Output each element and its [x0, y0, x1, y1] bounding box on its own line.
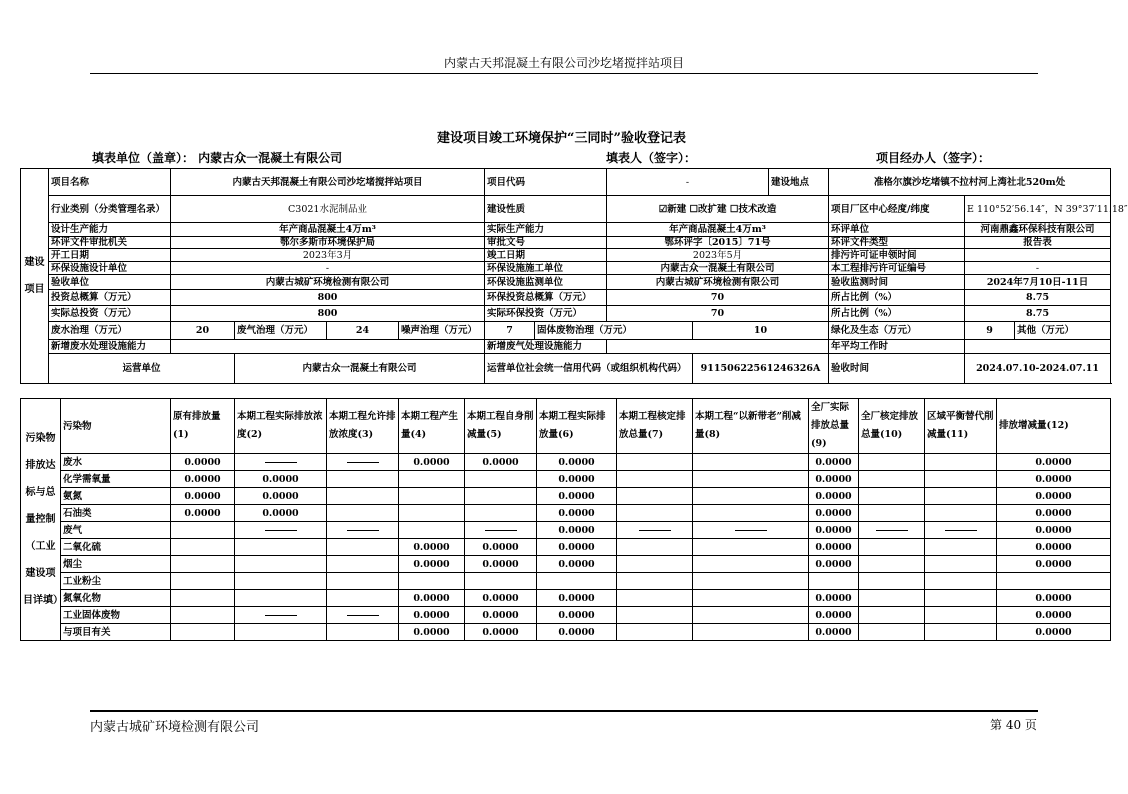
- eia-type: 报告表: [965, 237, 1111, 249]
- footer-rule: [90, 710, 1038, 712]
- pollutant-value: [537, 573, 617, 590]
- ratio2: 8.75: [965, 306, 1111, 322]
- pollutant-value: [327, 590, 399, 607]
- pollutant-value: [925, 624, 997, 641]
- page-number: 第 40 页: [990, 718, 1037, 732]
- monitor-unit-label: 环保设施监测单位: [485, 275, 607, 290]
- pollutant-value: 0.0000: [235, 505, 327, 522]
- pollutant-value: [859, 488, 925, 505]
- dash-cell: [617, 522, 693, 539]
- acc-time: 2024.07.10-2024.07.11: [965, 354, 1111, 384]
- pollutant-value: 0.0000: [537, 471, 617, 488]
- pollutant-value: [235, 556, 327, 573]
- pollutant-value: 0.0000: [997, 454, 1111, 471]
- pollutant-value: [859, 590, 925, 607]
- pollutant-value: 0.0000: [537, 454, 617, 471]
- pollutant-value: 0.0000: [399, 539, 465, 556]
- pollutant-row: [21, 488, 1111, 505]
- actual-cap: 年产商品混凝土4万m³: [607, 223, 829, 237]
- pollutant-value: 0.0000: [235, 488, 327, 505]
- pollutant-value: [399, 573, 465, 590]
- pollutant-value: 0.0000: [997, 522, 1111, 539]
- pollutant-value: 0.0000: [171, 454, 235, 471]
- eia-type-label: 环评文件类型: [829, 237, 965, 249]
- permit-no: -: [965, 262, 1111, 275]
- page-header: 内蒙古天邦混凝土有限公司沙圪堵搅拌站项目: [443, 56, 684, 70]
- dash-mark: [265, 615, 297, 616]
- new-gas-value: [607, 340, 829, 354]
- pollutant-value: 0.0000: [997, 471, 1111, 488]
- pollutant-value: [327, 505, 399, 522]
- form-title: 建设项目竣工环境保护“三同时”验收登记表: [437, 131, 686, 146]
- pollutant-row: [21, 471, 1111, 488]
- pollutant-value: 0.0000: [537, 556, 617, 573]
- industry-label: 行业类别（分类管理名录）: [49, 196, 171, 223]
- pollutant-value: [693, 624, 809, 641]
- ratio1: 8.75: [965, 290, 1111, 306]
- permit-time: [965, 249, 1111, 262]
- pollutant-table: [20, 398, 1111, 641]
- pollutant-name: 工业粉尘: [61, 573, 171, 590]
- credit-label: 运营单位社会统一信用代码（或组织机构代码）: [485, 354, 693, 384]
- op-unit: 内蒙古众一混凝土有限公司: [235, 354, 485, 384]
- pollutant-value: 0.0000: [997, 607, 1111, 624]
- pollutant-value: [693, 471, 809, 488]
- filler-label: 填表人（签字）：: [606, 151, 697, 165]
- pollutant-col-header: 区域平衡替代削减量(11): [925, 399, 997, 454]
- pollutant-col-header: 本期工程核定排放总量(7): [617, 399, 693, 454]
- pollutant-value: 0.0000: [809, 607, 859, 624]
- pollutant-value: [693, 454, 809, 471]
- pollutant-value: [617, 488, 693, 505]
- pollutant-value: [617, 454, 693, 471]
- finish-date: 2023年5月: [607, 249, 829, 262]
- pollutant-col-header: 原有排放量(1): [171, 399, 235, 454]
- inv-total: 800: [171, 290, 485, 306]
- pollutant-value: [617, 624, 693, 641]
- approve-org-label: 环评文件审批机关: [49, 237, 171, 249]
- credit-code: 91150622561246326A: [693, 354, 829, 384]
- dash-cell: [235, 522, 327, 539]
- coord-label: 项目厂区中心经度/纬度: [829, 196, 965, 223]
- pollutant-value: 0.0000: [465, 454, 537, 471]
- pollutant-value: 0.0000: [465, 539, 537, 556]
- pollutant-value: [399, 522, 465, 539]
- pollutant-value: 0.0000: [997, 539, 1111, 556]
- pollutant-row: [21, 624, 1111, 641]
- dash-mark: [735, 530, 767, 531]
- pollutant-value: 0.0000: [465, 590, 537, 607]
- pollutant-value: [693, 505, 809, 522]
- approve-org: 鄂尔多斯市环境保护局: [171, 237, 485, 249]
- work-time-value: [965, 340, 1111, 354]
- pollutant-value: 0.0000: [235, 471, 327, 488]
- pollutant-value: [171, 624, 235, 641]
- inv-total-label: 投资总概算（万元）: [49, 290, 171, 306]
- pollutant-value: 0.0000: [171, 505, 235, 522]
- dash-cell: [465, 522, 537, 539]
- actual-env-inv-label: 实际环保投资（万元）: [485, 306, 607, 322]
- pollutant-row: [21, 505, 1111, 522]
- pollutant-value: [327, 573, 399, 590]
- pollutant-row: [21, 556, 1111, 573]
- pollutant-row: [21, 573, 1111, 590]
- pollutant-value: [925, 505, 997, 522]
- actual-cap-label: 实际生产能力: [485, 223, 607, 237]
- pollutant-name: 石油类: [61, 505, 171, 522]
- project-name-label: 项目名称: [49, 169, 171, 196]
- pollutant-value: [693, 488, 809, 505]
- acceptance-unit: 内蒙古城矿环境检测有限公司: [171, 275, 485, 290]
- other-label: 其他（万元）: [1015, 322, 1111, 340]
- pollutant-row: [21, 590, 1111, 607]
- pollutant-row: [21, 522, 1111, 539]
- pollutant-value: [399, 505, 465, 522]
- monitor-time-label: 验收监测时间: [829, 275, 965, 290]
- gas-value: 24: [327, 322, 399, 340]
- location: 准格尔旗沙圪堵镇不拉村河上湾社北520m处: [829, 169, 1111, 196]
- pollutant-value: [235, 624, 327, 641]
- project-name: 内蒙古天邦混凝土有限公司沙圪堵搅拌站项目: [171, 169, 485, 196]
- dash-cell: [693, 522, 809, 539]
- approve-no: 鄂环评字〔2015〕71号: [607, 237, 829, 249]
- pollutant-value: 0.0000: [537, 624, 617, 641]
- new-gas-label: 新增废气处理设施能力: [485, 340, 607, 354]
- pollutant-value: 0.0000: [997, 624, 1111, 641]
- design-cap: 年产商品混凝土4万m³: [171, 223, 485, 237]
- header-rule: [90, 73, 1038, 74]
- dash-cell: [327, 454, 399, 471]
- pollutant-value: [171, 607, 235, 624]
- dash-cell: [235, 607, 327, 624]
- dash-cell: [925, 522, 997, 539]
- pollutant-value: 0.0000: [537, 522, 617, 539]
- pollutant-value: [925, 607, 997, 624]
- industry: C3021水泥制品业: [171, 196, 485, 223]
- pollutant-value: 0.0000: [171, 471, 235, 488]
- dash-cell: [859, 522, 925, 539]
- section-label: 建设项目: [21, 169, 49, 384]
- fill-unit: 填表单位（盖章）： 内蒙古众一混凝土有限公司: [92, 151, 343, 165]
- pollutant-name: 烟尘: [61, 556, 171, 573]
- pollutant-value: 0.0000: [537, 607, 617, 624]
- pollutant-value: 0.0000: [997, 590, 1111, 607]
- pollutant-col-header: 本期工程产生量(4): [399, 399, 465, 454]
- pollutant-value: [693, 556, 809, 573]
- project-code: -: [607, 169, 769, 196]
- project-code-label: 项目代码: [485, 169, 607, 196]
- acceptance-unit-label: 验收单位: [49, 275, 171, 290]
- footer-company: 内蒙古城矿环境检测有限公司: [90, 720, 260, 735]
- manager-label: 项目经办人（签字）：: [876, 151, 991, 165]
- dash-cell: [327, 522, 399, 539]
- pollutant-value: [693, 539, 809, 556]
- pollutant-value: [617, 556, 693, 573]
- dash-mark: [347, 615, 379, 616]
- pollutant-value: 0.0000: [537, 505, 617, 522]
- pollutant-value: [171, 573, 235, 590]
- pollutant-value: [465, 488, 537, 505]
- pollutant-value: [859, 607, 925, 624]
- dash-mark: [347, 530, 379, 531]
- pollutant-value: [925, 590, 997, 607]
- approve-no-label: 审批文号: [485, 237, 607, 249]
- dash-mark: [265, 530, 297, 531]
- dash-mark: [265, 462, 297, 463]
- pollutant-value: [617, 573, 693, 590]
- pollutant-col-header: 本期工程实际排放量(6): [537, 399, 617, 454]
- pollutant-value: [859, 505, 925, 522]
- dash-mark: [876, 530, 908, 531]
- pollutant-value: [171, 590, 235, 607]
- pollutant-col-header: 排放增减量(12): [997, 399, 1111, 454]
- actual-inv: 800: [171, 306, 485, 322]
- location-label: 建设地点: [769, 169, 829, 196]
- water-value: 20: [171, 322, 235, 340]
- pollutant-col-header: 本期工程“以新带老”削减量(8): [693, 399, 809, 454]
- pollutant-value: 0.0000: [465, 624, 537, 641]
- pollutant-value: [617, 539, 693, 556]
- coord: E 110°52′56.14″，N 39°37′11.18″: [965, 196, 1111, 223]
- ratio1-label: 所占比例（%）: [829, 290, 965, 306]
- pollutant-value: [327, 471, 399, 488]
- pollutant-name: 废水: [61, 454, 171, 471]
- pollutant-col-header: 污染物: [61, 399, 171, 454]
- pollutant-value: [171, 522, 235, 539]
- pollutant-value: [617, 505, 693, 522]
- pollutant-value: 0.0000: [399, 556, 465, 573]
- gas-label: 废气治理（万元）: [235, 322, 327, 340]
- permit-time-label: 排污许可证申领时间: [829, 249, 965, 262]
- pollutant-name: 化学需氧量: [61, 471, 171, 488]
- nature-label: 建设性质: [485, 196, 607, 223]
- pollutant-value: [859, 454, 925, 471]
- pollutant-value: [859, 539, 925, 556]
- pollutant-row: [21, 539, 1111, 556]
- pollutant-value: [809, 573, 859, 590]
- solid-value: 10: [693, 322, 829, 340]
- pollutant-value: [859, 573, 925, 590]
- pollutant-value: 0.0000: [809, 590, 859, 607]
- pollutant-name: 二氧化硫: [61, 539, 171, 556]
- dash-mark: [347, 462, 379, 463]
- monitor-time: 2024年7月10日-11日: [965, 275, 1111, 290]
- pollutant-value: [399, 488, 465, 505]
- pollutant-value: 0.0000: [997, 488, 1111, 505]
- pollutant-value: [925, 488, 997, 505]
- green-label: 绿化及生态（万元）: [829, 322, 965, 340]
- pollutant-value: 0.0000: [997, 556, 1111, 573]
- pollutant-value: [859, 556, 925, 573]
- pollutant-value: [327, 539, 399, 556]
- pollutant-value: [693, 573, 809, 590]
- pollutant-value: 0.0000: [809, 471, 859, 488]
- pollutant-value: [925, 573, 997, 590]
- pollutant-value: [617, 590, 693, 607]
- pollutant-value: [925, 539, 997, 556]
- env-inv-total: 70: [607, 290, 829, 306]
- pollutant-name: 氨氮: [61, 488, 171, 505]
- nature: ☑新建 ☐改扩建 ☐技术改造: [607, 196, 829, 223]
- pollutant-value: [859, 471, 925, 488]
- pollutant-col-header: 本期工程允许排放浓度(3): [327, 399, 399, 454]
- pollutant-value: [465, 471, 537, 488]
- pollutant-value: [617, 471, 693, 488]
- dash-mark: [945, 530, 977, 531]
- env-inv-total-label: 环保投资总概算（万元）: [485, 290, 607, 306]
- pollutant-row: [21, 607, 1111, 624]
- pollutant-value: [997, 573, 1111, 590]
- env-design: -: [171, 262, 485, 275]
- noise-value: 7: [485, 322, 535, 340]
- pollutant-value: [235, 573, 327, 590]
- pollutant-value: [925, 471, 997, 488]
- pollutant-value: 0.0000: [537, 539, 617, 556]
- new-water-label: 新增废水处理设施能力: [49, 340, 171, 354]
- pollutant-value: [925, 454, 997, 471]
- pollutant-value: 0.0000: [465, 556, 537, 573]
- water-label: 废水治理（万元）: [49, 322, 171, 340]
- pollutant-value: 0.0000: [399, 590, 465, 607]
- pollutant-value: 0.0000: [171, 488, 235, 505]
- pollutant-value: [235, 539, 327, 556]
- pollutant-value: [399, 471, 465, 488]
- pollutant-value: [235, 590, 327, 607]
- pollutant-value: [465, 573, 537, 590]
- pollutant-row: [21, 454, 1111, 471]
- pollutant-value: [617, 607, 693, 624]
- pollutant-value: 0.0000: [399, 624, 465, 641]
- pollutant-section-label: 污染物排放达标与总量控制（工业建设项目详填）: [21, 399, 61, 641]
- ratio2-label: 所占比例（%）: [829, 306, 965, 322]
- pollutant-col-header: 全厂核定排放总量(10): [859, 399, 925, 454]
- finish-label: 竣工日期: [485, 249, 607, 262]
- pollutant-value: 0.0000: [809, 624, 859, 641]
- pollutant-value: [327, 556, 399, 573]
- pollutant-value: 0.0000: [537, 488, 617, 505]
- pollutant-value: 0.0000: [809, 454, 859, 471]
- start-date: 2023年3月: [171, 249, 485, 262]
- pollutant-value: 0.0000: [809, 505, 859, 522]
- pollutant-value: [925, 556, 997, 573]
- solid-label: 固体废物治理（万元）: [535, 322, 693, 340]
- pollutant-value: 0.0000: [809, 522, 859, 539]
- green-value: 9: [965, 322, 1015, 340]
- actual-env-inv: 70: [607, 306, 829, 322]
- pollutant-value: [327, 624, 399, 641]
- op-unit-label: 运营单位: [49, 354, 235, 384]
- pollutant-value: 0.0000: [399, 454, 465, 471]
- project-info-table: [20, 168, 1128, 384]
- pollutant-value: [693, 607, 809, 624]
- pollutant-value: 0.0000: [997, 505, 1111, 522]
- pollutant-name: 氮氧化物: [61, 590, 171, 607]
- acc-time-label: 验收时间: [829, 354, 965, 384]
- dash-mark: [485, 530, 517, 531]
- actual-inv-label: 实际总投资（万元）: [49, 306, 171, 322]
- new-water-value: [171, 340, 485, 354]
- pollutant-value: [171, 539, 235, 556]
- eia-unit-label: 环评单位: [829, 223, 965, 237]
- pollutant-name: 与项目有关: [61, 624, 171, 641]
- pollutant-value: [859, 624, 925, 641]
- design-cap-label: 设计生产能力: [49, 223, 171, 237]
- pollutant-value: [171, 556, 235, 573]
- pollutant-value: 0.0000: [465, 607, 537, 624]
- dash-cell: [327, 607, 399, 624]
- eia-unit: 河南鼎鑫环保科技有限公司: [965, 223, 1111, 237]
- env-build: 内蒙古众一混凝土有限公司: [607, 262, 829, 275]
- pollutant-value: [465, 505, 537, 522]
- pollutant-value: 0.0000: [809, 488, 859, 505]
- pollutant-name: 工业固体废物: [61, 607, 171, 624]
- pollutant-name: 废气: [61, 522, 171, 539]
- pollutant-value: 0.0000: [809, 539, 859, 556]
- start-label: 开工日期: [49, 249, 171, 262]
- env-design-label: 环保设施设计单位: [49, 262, 171, 275]
- env-build-label: 环保设施施工单位: [485, 262, 607, 275]
- pollutant-value: 0.0000: [809, 556, 859, 573]
- dash-cell: [235, 454, 327, 471]
- pollutant-value: 0.0000: [399, 607, 465, 624]
- noise-label: 噪声治理（万元）: [399, 322, 485, 340]
- dash-mark: [639, 530, 671, 531]
- pollutant-value: 0.0000: [537, 590, 617, 607]
- pollutant-col-header: 本期工程自身削减量(5): [465, 399, 537, 454]
- monitor-unit: 内蒙古城矿环境检测有限公司: [607, 275, 829, 290]
- pollutant-col-header: 本期工程实际排放浓度(2): [235, 399, 327, 454]
- permit-no-label: 本工程排污许可证编号: [829, 262, 965, 275]
- pollutant-value: [327, 488, 399, 505]
- pollutant-value: [693, 590, 809, 607]
- pollutant-col-header: 全厂实际排放总量(9): [809, 399, 859, 454]
- work-time-label: 年平均工作时: [829, 340, 965, 354]
